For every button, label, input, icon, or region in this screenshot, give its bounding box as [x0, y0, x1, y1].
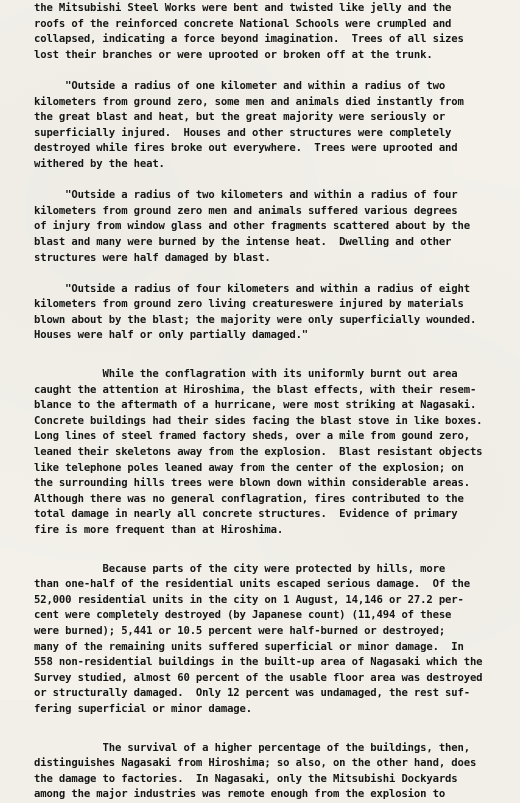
text-line: destroyed while fires broke out everywhere. Trees were uprooted and [34, 142, 458, 155]
text-line: The survival of a higher percentage of the buildings, then, [34, 741, 470, 754]
text-line: caught the attention at Hiroshima, the blast effects, with their resem- [34, 383, 477, 396]
text-line: kilometers from ground zero men and animals suffered various degrees [34, 204, 458, 217]
paragraph-5 [34, 367, 512, 539]
text-line: blown about by the blast; the majority were only superficially wounded. [34, 313, 477, 326]
text-line: blance to the aftermath of a hurricane, were most striking at Nagasaki. [34, 399, 477, 412]
text-line: Houses were half or only partially damaged." [34, 329, 309, 342]
paragraph-gap [34, 344, 512, 367]
typewritten-text-body [34, 1, 512, 803]
text-line: many of the remaining units suffered superficial or minor damage. In [34, 640, 464, 653]
text-line: blast and many were burned by the intense heat. Dwelling and other [34, 235, 452, 248]
text-line: of injury from window glass and other fragments scattered about by the [34, 220, 470, 233]
text-line: than one-half of the residential units escaped serious damage. Of the [34, 578, 470, 591]
paragraph-2 [34, 79, 512, 173]
text-line: superficially injured. Houses and other structures were completely [34, 126, 452, 139]
paragraph-gap [34, 266, 512, 282]
text-line: "Outside a radius of one kilometer and within a radius of two [34, 79, 446, 92]
text-line: collapsed, indicating a force beyond imagination. Trees of all sizes [34, 33, 464, 46]
text-line: the surrounding hills trees were blown down within considerable areas. [34, 477, 470, 490]
text-line: kilometers from ground zero, some men and animals died instantly from [34, 95, 464, 108]
text-line: 52,000 residential units in the city on 1 August, 14,146 or 27.2 per- [34, 593, 464, 606]
paragraph-7 [34, 741, 512, 803]
paragraph-6 [34, 562, 512, 718]
paragraph-gap [34, 539, 512, 562]
text-line: Concrete buildings had their sides facing the blast stove in like boxes. [34, 414, 483, 427]
text-line: kilometers from ground zero living creatureswere injured by materials [34, 298, 464, 311]
paragraph-gap [34, 718, 512, 741]
text-line: Long lines of steel framed factory sheds, over a mile from gound zero, [34, 430, 470, 443]
text-line: or structurally damaged. Only 12 percent was undamaged, the rest suf- [34, 687, 470, 700]
text-line: Although there was no general conflagration, fires contributed to the [34, 492, 464, 505]
text-line: like telephone poles leaned away from the center of the explosion; on [34, 461, 464, 474]
text-line: Survey studied, almost 60 percent of the usable floor area was destroyed [34, 671, 483, 684]
text-line: cent were completely destroyed (by Japanese count) (11,494 of these [34, 609, 452, 622]
text-line: "Outside a radius of four kilometers and within a radius of eight [34, 282, 470, 295]
text-line: leaned their skeletons away from the explosion. Blast resistant objects [34, 446, 483, 459]
text-line: the damage to factories. In Nagasaki, only the Mitsubishi Dockyards [34, 772, 458, 785]
paragraph-3 [34, 188, 512, 266]
text-line: the Mitsubishi Steel Works were bent and twisted like jelly and the [34, 2, 452, 14]
text-line: were burned); 5,441 or 10.5 percent were half-burned or destroyed; [34, 624, 446, 637]
text-line: Because parts of the city were protected by hills, more [34, 562, 446, 575]
text-line: the great blast and heat, but the great majority were seriously or [34, 111, 446, 124]
text-line: While the conflagration with its uniformly burnt out area [34, 368, 458, 381]
text-line: total damage in nearly all concrete structures. Evidence of primary [34, 508, 458, 521]
paragraph-1 [34, 1, 512, 63]
text-line: withered by the heat. [34, 157, 165, 170]
paragraph-gap [34, 173, 512, 189]
text-line: 558 non-residential buildings in the built-up area of Nagasaki which the [34, 656, 483, 669]
text-line: distinguishes Nagasaki from Hiroshima; so also, on the other hand, does [34, 757, 477, 770]
text-line: structures were half damaged by blast. [34, 251, 271, 264]
paragraph-4 [34, 282, 512, 344]
text-line: fering superficial or minor damage. [34, 702, 252, 715]
text-line: fire is more frequent than at Hiroshima. [34, 524, 284, 536]
text-line: "Outside a radius of two kilometers and within a radius of four [34, 189, 458, 202]
text-line: roofs of the reinforced concrete National Schools were crumpled and [34, 17, 452, 30]
paragraph-gap [34, 63, 512, 79]
text-line: lost their branches or were uprooted or broken off at the trunk. [34, 48, 433, 61]
text-line: among the major industries was remote enough from the explosion to [34, 788, 446, 801]
